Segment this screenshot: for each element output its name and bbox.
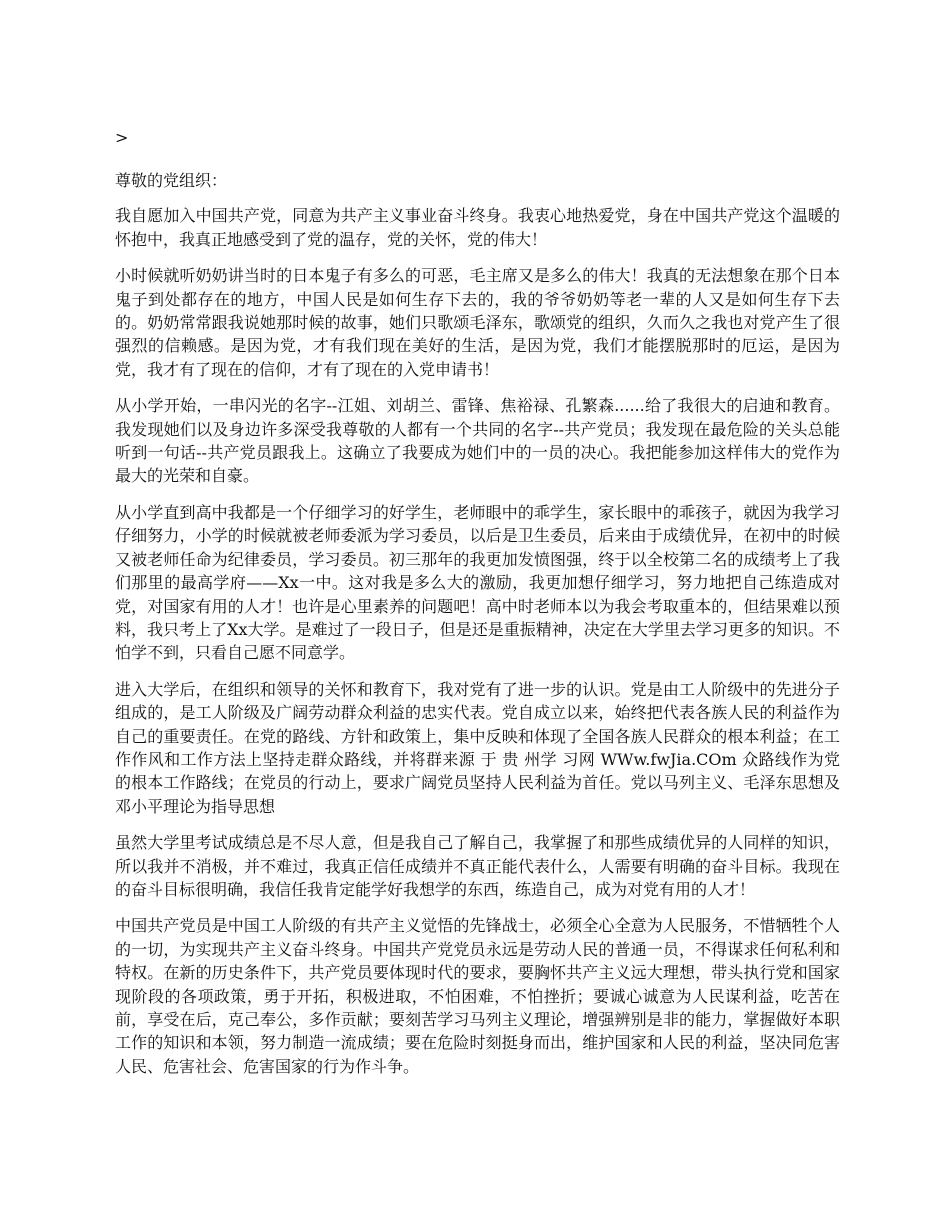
paragraph: 我自愿加入中国共产党，同意为共产主义事业奋斗终身。我衷心地热爱党，身在中国共产党这个温暖的怀抱中，我真正地感受到了党的温存，党的关怀，党的伟大！ [115, 206, 840, 249]
paragraph: 进入大学后，在组织和领导的关怀和教育下，我对党有了进一步的认识。党是由工人阶级中的先进分子组成的，是工人阶级及广阔劳动群众利益的忠实代表。党自成立以来，始终把代表各族人民的利益作为自己的重要责任。在党的路线、方针和政策上，集中反映和体现了全国各族人民群众的根本利益；在工作作风和工作方法上坚持走群众路线，并将群来源 于 贵 州学 习网 WWw.fwJia.COm 众路线作为党的根本工作路线；在党员的行动上，要求广阔党员坚持人民利益为首任。党以马列主义、毛泽东思想及邓小平理论为指导思想 [115, 679, 840, 816]
paragraph: 中国共产党员是中国工人阶级的有共产主义觉悟的先锋战士，必须全心全意为人民服务，不惜牺牲个人的一切，为实现共产主义奋斗终身。中国共产党党员永远是劳动人民的普通一员，不得谋求任何私利和特权。在新的历史条件下，共产党员要体现时代的要求，要胸怀共产主义远大理想，带头执行党和国家现阶段的各项政策，勇于开拓，积极进取，不怕困难，不怕挫折；要诚心诚意为人民谋利益，吃苦在前，享受在后，克己奉公，多作贡献；要刻苦学习马列主义理论，增强辨别是非的能力，掌握做好本职工作的知识和本领，努力制造一流成绩；要在危险时刻挺身而出，维护国家和人民的利益，坚决同危害人民、危害社会、危害国家的行为作斗争。 [115, 916, 840, 1076]
paragraph: 从小学直到高中我都是一个仔细学习的好学生，老师眼中的乖学生，家长眼中的乖孩子，就因为我学习仔细努力，小学的时候就被老师委派为学习委员，以后是卫生委员，后来由于成绩优异，在初中的时候又被老师任命为纪律委员，学习委员。初三那年的我更加发愤图强，终于以全校第二名的成绩考上了我们那里的最高学府——Xx一中。这对我是多么大的激励，我更加想仔细学习，努力地把自己练造成对党，对国家有用的人才！也许是心里素养的问题吧！高中时老师本以为我会考取重本的，但结果难以预料，我只考上了Xx大学。是难过了一段日子，但是还是重振精神，决定在大学里去学习更多的知识。不怕学不到，只看自己愿不同意学。 [115, 502, 840, 663]
paragraph: 小时候就听奶奶讲当时的日本鬼子有多么的可恶，毛主席又是多么的伟大！我真的无法想象在那个日本鬼子到处都存在的地方，中国人民是如何生存下去的，我的爷爷奶奶等老一辈的人又是如何生存下去的。奶奶常常跟我说她那时候的故事，她们只歌颂毛泽东，歌颂党的组织，久而久之我也对党产生了很强烈的信赖感。是因为党，才有我们现在美好的生活，是因为党，我们才能摆脱那时的厄运，是因为党，我才有了现在的信仰，才有了现在的入党申请书！ [115, 266, 840, 379]
page-marker: > [115, 128, 129, 147]
paragraph: 从小学开始，一串闪光的名字--江姐、刘胡兰、雷锋、焦裕禄、孔繁森......给了我很大的启迪和教育。我发现她们以及身边许多深受我尊敬的人都有一个共同的名字--共产党员；我发现在最危险的关头总能听到一句话--共产党员跟我上。这确立了我要成为她们中的一员的决心。我把能参加这样伟大的党作为最大的光荣和自豪。 [115, 396, 840, 486]
salutation: 尊敬的党组织： [115, 171, 228, 190]
paragraph: 虽然大学里考试成绩总是不尽人意，但是我自己了解自己，我掌握了和那些成绩优异的人同样的知识，所以我并不消极，并不难过，我真正信任成绩并不真正能代表什么，人需要有明确的奋斗目标。我现在的奋斗目标很明确，我信任我肯定能学好我想学的东西，练造自己，成为对党有用的人才！ [115, 833, 840, 899]
document-page [115, 126, 840, 1091]
